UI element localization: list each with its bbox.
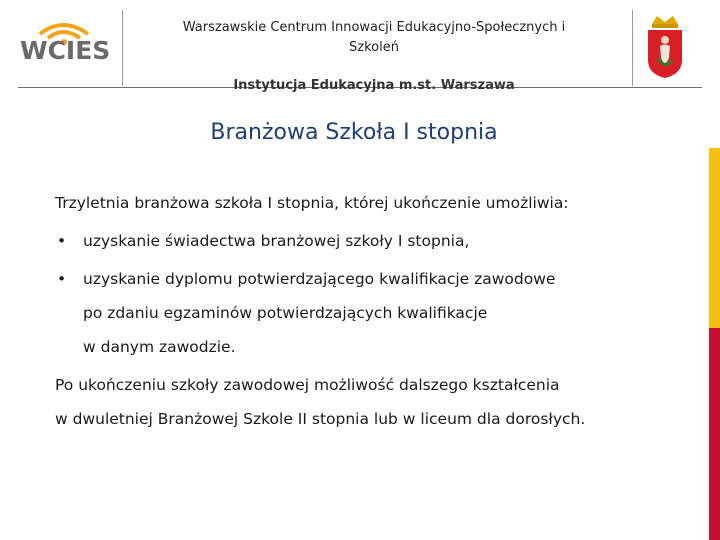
intro-text: Trzyletnia branżowa szkoła I stopnia, której ukończenie umożliwia: <box>55 194 569 212</box>
stripe-red <box>709 328 720 540</box>
header-divider-left <box>122 10 123 86</box>
warsaw-crest-icon <box>644 12 686 80</box>
bullet-marker: • <box>57 270 67 288</box>
outro-text-line2: w dwuletniej Branżowej Szkole II stopnia lub w liceum dla dorosłych. <box>55 410 586 428</box>
stripe-white <box>709 0 720 148</box>
bullet-1-text: uzyskanie świadectwa branżowej szkoły I stopnia, <box>83 232 470 250</box>
organization-name-line1: Warszawskie Centrum Innowacji Edukacyjno-Społecznych i <box>182 20 566 35</box>
bullet-2-text-line1: uzyskanie dyplomu potwierdzającego kwalifikacje zawodowe <box>83 270 556 288</box>
stripe-yellow <box>709 148 720 328</box>
institution-label: Instytucja Edukacyjna m.st. Warszawa <box>233 78 515 93</box>
logo-text: WCIES <box>20 36 111 65</box>
outro-text-line1: Po ukończeniu szkoły zawodowej możliwość dalszego kształcenia <box>55 376 560 394</box>
organization-name <box>124 18 624 58</box>
header-divider-right <box>632 10 633 86</box>
slide-title: Branżowa Szkoła I stopnia <box>210 120 498 145</box>
bullet-marker: • <box>57 232 67 250</box>
bullet-2-text-line3: w danym zawodzie. <box>83 338 236 356</box>
organization-name-line2: Szkoleń <box>349 40 399 55</box>
bullet-2-text-line2: po zdaniu egzaminów potwierdzających kwalifikacje <box>83 304 488 322</box>
